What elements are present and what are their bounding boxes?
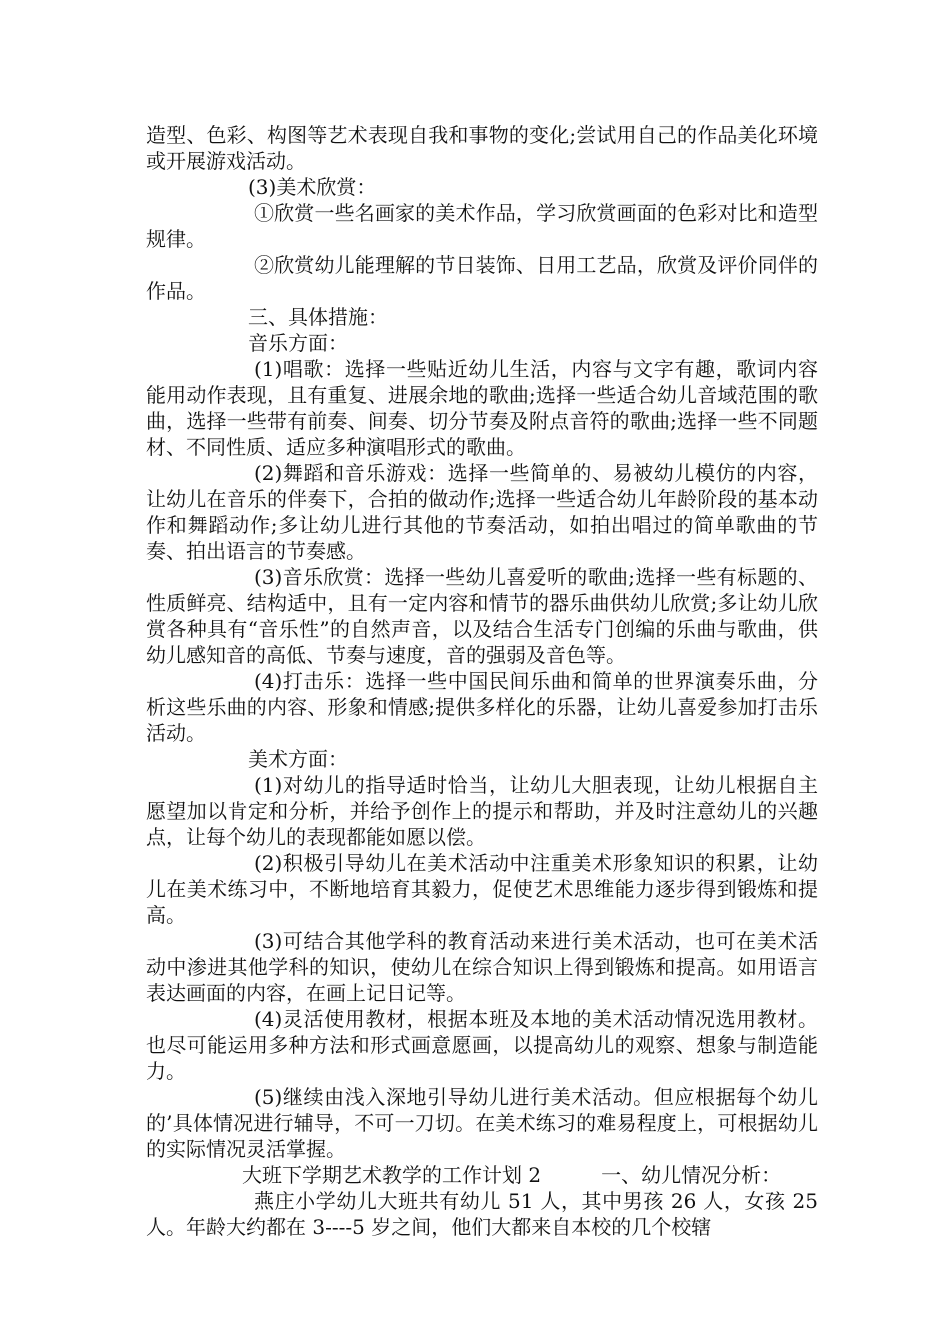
subheading-music: 音乐方面： xyxy=(248,331,348,355)
paragraph: 燕庄小学幼儿大班共有幼儿 51 人，其中男孩 26 人，女孩 25 人。年龄大约都在 3----5 岁之间，他们大都来自本校的几个校辖 xyxy=(146,1189,818,1239)
paragraph: 造型、色彩、构图等艺术表现自我和事物的变化;尝试用自己的作品美化环境或开展游戏活动。 xyxy=(146,123,818,173)
paragraph: (3)音乐欣赏：选择一些幼儿喜爱听的歌曲;选择一些有标题的、性质鲜亮、结构适中，且有一定内容和情节的器乐曲供幼儿欣赏;多让幼儿欣赏各种具有“音乐性”的自然声音，以及结合生活专门创编的乐曲与歌曲，供幼儿感知音的高低、节奏与速度，音的强弱及音色等。 xyxy=(146,565,818,667)
section-heading-measures: 三、具体措施： xyxy=(248,305,388,329)
paragraph: (4)打击乐：选择一些中国民间乐曲和简单的世界演奏乐曲，分析这些乐曲的内容、形象和情感;提供多样化的乐器，让幼儿喜爱参加打击乐活动。 xyxy=(146,669,818,745)
document-body xyxy=(146,122,818,1240)
paragraph: (5)继续由浅入深地引导幼儿进行美术活动。但应根据每个幼儿的’具体情况进行辅导，不可一刀切。在美术练习的难易程度上，可根据幼儿的实际情况灵活掌握。 xyxy=(146,1085,818,1161)
paragraph: (4)灵活使用教材，根据本班及本地的美术活动情况选用教材。也尽可能运用多种方法和形式画意愿画，以提高幼儿的观察、想象与制造能力。 xyxy=(146,1007,818,1083)
paragraph: (1)唱歌：选择一些贴近幼儿生活，内容与文字有趣，歌词内容能用动作表现，且有重复、进展余地的歌曲;选择一些适合幼儿音域范围的歌曲，选择一些带有前奏、间奏、切分节奏及附点音符的歌曲;选择一些不同题材、不同性质、适应多种演唱形式的歌曲。 xyxy=(146,357,818,459)
paragraph: ②欣赏幼儿能理解的节日装饰、日用工艺品，欣赏及评价同伴的作品。 xyxy=(146,253,818,303)
subheading-art-appreciation: (3)美术欣赏： xyxy=(248,175,377,199)
section-title: 大班下学期艺术教学的工作计划 2 xyxy=(242,1163,542,1187)
paragraph: (2)积极引导幼儿在美术活动中注重美术形象知识的积累，让幼儿在美术练习中，不断地培育其毅力，促使艺术思维能力逐步得到锻炼和提高。 xyxy=(146,851,818,927)
subheading-art: 美术方面： xyxy=(248,747,348,771)
paragraph: (2)舞蹈和音乐游戏：选择一些简单的、易被幼儿模仿的内容，让幼儿在音乐的伴奏下，合拍的做动作;选择一些适合幼儿年龄阶段的基本动作和舞蹈动作;多让幼儿进行其他的节奏活动，如拍出唱过的简单歌曲的节奏、拍出语言的节奏感。 xyxy=(146,461,818,563)
paragraph: ①欣赏一些名画家的美术作品，学习欣赏画面的色彩对比和造型规律。 xyxy=(146,201,818,251)
section-title-line xyxy=(146,1162,818,1188)
section-heading-analysis: 一、幼儿情况分析： xyxy=(601,1163,782,1187)
paragraph: (1)对幼儿的指导适时恰当，让幼儿大胆表现，让幼儿根据自主愿望加以肯定和分析，并给予创作上的提示和帮助，并及时注意幼儿的兴趣点，让每个幼儿的表现都能如愿以偿。 xyxy=(146,773,818,849)
paragraph: (3)可结合其他学科的教育活动来进行美术活动，也可在美术活动中渗进其他学科的知识，使幼儿在综合知识上得到锻炼和提高。如用语言表达画面的内容，在画上记日记等。 xyxy=(146,929,818,1005)
